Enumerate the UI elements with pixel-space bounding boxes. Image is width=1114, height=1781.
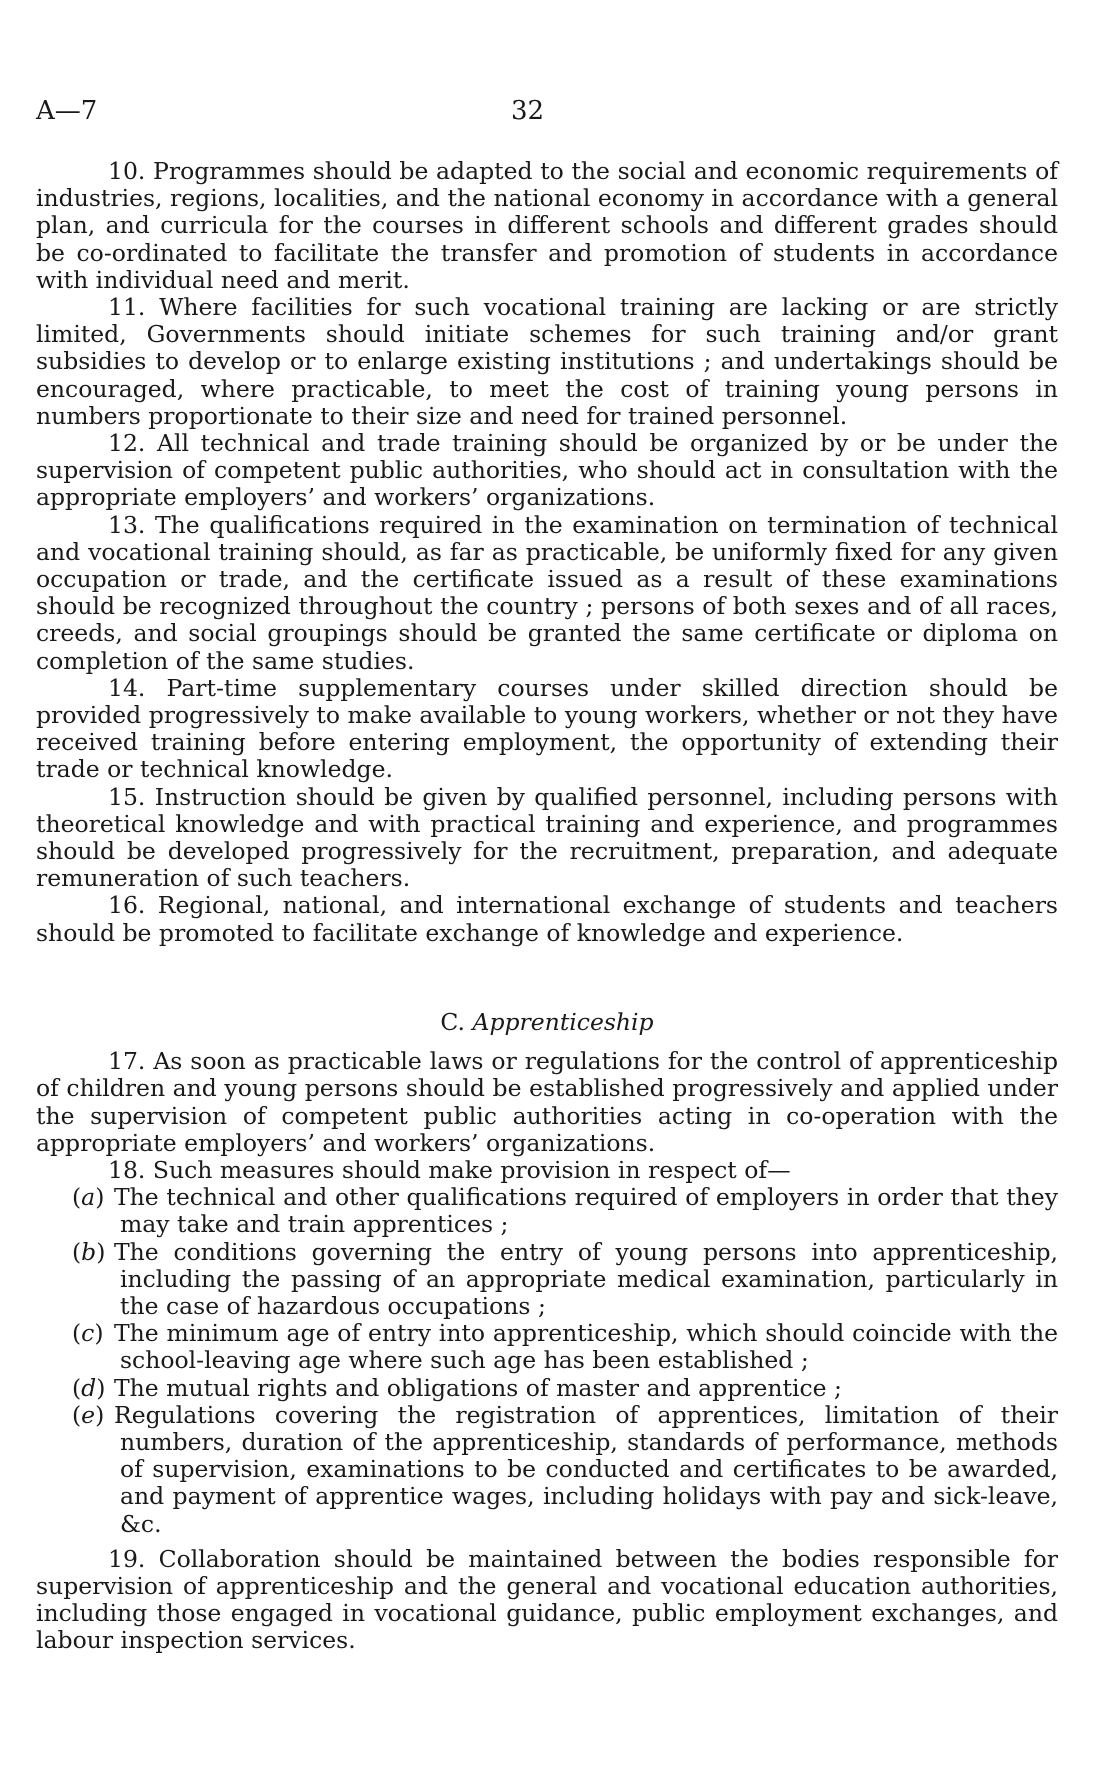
provision-label: (b) bbox=[72, 1237, 106, 1266]
provision-label: (c) bbox=[72, 1319, 104, 1348]
paragraph-15: 15. Instruction should be given by qualified personnel, including persons with theoretical knowledge and with practical training and experience, and programmes should be developed progressively for the recruitment, preparation, and adequate remuneration of such teachers. bbox=[36, 782, 1058, 893]
paragraph-13: 13. The qualifications required in the examination on termination of technical and vocational training should, as far as practicable, be uniformly fixed for any given occupation or trade, and the certificate issued as a result of these examinations should be recognized throughout the country ; persons of both sexes and of all races, creeds, and social groupings should be granted the same certificate or diploma on completion of the same studies. bbox=[36, 510, 1058, 675]
provision-text: The mutual rights and obligations of master and apprentice ; bbox=[114, 1373, 842, 1402]
provision-label: (e) bbox=[72, 1400, 105, 1429]
section-title: Apprenticeship bbox=[472, 1007, 654, 1036]
provision-item bbox=[72, 1402, 1058, 1538]
provision-item bbox=[72, 1320, 1058, 1374]
document-reference: A—7 bbox=[36, 96, 98, 126]
provision-list bbox=[36, 1184, 1058, 1538]
provision-label: (a) bbox=[72, 1183, 105, 1212]
paragraph-12: 12. All technical and trade training should be organized by or be under the supervision of competent public authorities, who should act in consultation with the appropriate employers’ and workers’ organizations. bbox=[36, 429, 1058, 512]
page-header bbox=[36, 96, 1078, 136]
provision-label: (d) bbox=[72, 1373, 106, 1402]
provision-item bbox=[72, 1375, 1058, 1402]
document-body bbox=[36, 158, 1058, 1655]
paragraph-16: 16. Regional, national, and international exchange of students and teachers should be promoted to facilitate exchange of knowledge and experience. bbox=[36, 891, 1058, 947]
provision-text: Regulations covering the registration of apprentices, limitation of their numbers, duration of the apprenticeship, standards of performance, methods of supervision, examinations to be conducted and certificates to be awarded, and payment of apprentice wages, including holidays with pay and sick-leave, &c. bbox=[114, 1400, 1058, 1538]
provision-text: The technical and other qualifications required of employers in order that they may take and train apprentices ; bbox=[114, 1183, 1058, 1239]
paragraph-18: 18. Such measures should make provision in respect of— bbox=[108, 1155, 791, 1184]
section-heading bbox=[36, 1009, 1058, 1036]
paragraph-19: 19. Collaboration should be maintained between the bodies responsible for supervision of apprenticeship and the general and vocational education authorities, including those engaged in vocational guidance, public employment exchanges, and labour inspection services. bbox=[36, 1544, 1058, 1655]
paragraph-10: 10. Programmes should be adapted to the social and economic requirements of industries, regions, localities, and the national economy in accordance with a general plan, and curricula for the courses in different schools and different grades should be co-ordinated to facilitate the transfer and promotion of students in accordance with individual need and merit. bbox=[36, 157, 1058, 294]
provision-item bbox=[72, 1239, 1058, 1321]
page-number: 32 bbox=[511, 96, 545, 126]
provision-text: The minimum age of entry into apprenticeship, which should coincide with the school-leaving age where such age has been established ; bbox=[114, 1319, 1058, 1375]
paragraph-17: 17. As soon as practicable laws or regulations for the control of apprenticeship of children and young persons should be established progressively and applied under the supervision of competent public authorities acting in co-operation with the appropriate employers’ and workers’ organizations. bbox=[36, 1047, 1058, 1157]
paragraph-11: 11. Where facilities for such vocational training are lacking or are strictly limited, Governments should initiate schemes for such training and/or grant subsidies to develop or to enlarge existing institutions ; and undertakings should be encouraged, where practicable, to meet the cost of training young persons in numbers proportionate to their size and need for trained personnel. bbox=[36, 293, 1058, 430]
paragraph-14: 14. Part-time supplementary courses under skilled direction should be provided progressively to make available to young workers, whether or not they have received training before entering employment, the opportunity of extending their trade or technical knowledge. bbox=[36, 673, 1058, 784]
section-letter: C. bbox=[440, 1007, 465, 1036]
provision-item bbox=[72, 1184, 1058, 1238]
provision-text: The conditions governing the entry of young persons into apprenticeship, including the passing of an appropriate medical examination, particularly in the case of hazardous occupations ; bbox=[114, 1237, 1058, 1320]
